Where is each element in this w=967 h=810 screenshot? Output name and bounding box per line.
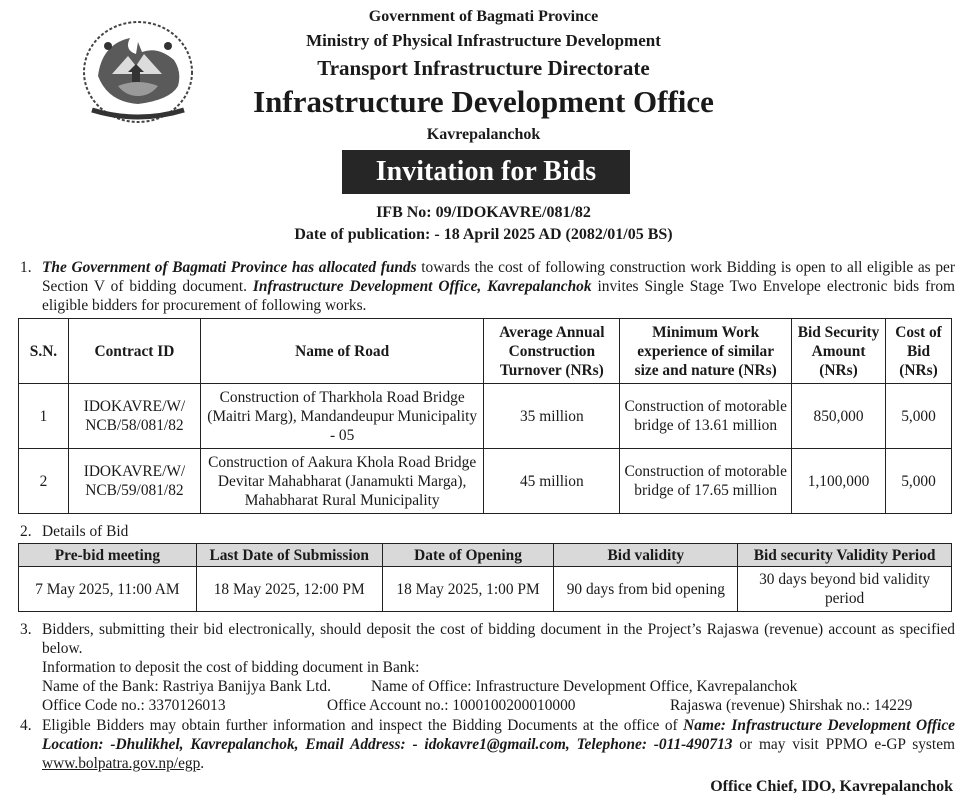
paragraph-text: invites Single Stage Two Envelope electronic bids from eligible bidders for procurement of following works. bbox=[42, 278, 955, 314]
government-title: Government of Bagmati Province bbox=[368, 8, 599, 25]
table-cell: Construction of motorable bridge of 17.65 million bbox=[620, 449, 792, 514]
table-cell: Construction of motorable bridge of 13.61 million bbox=[620, 384, 792, 449]
table-cell: 35 million bbox=[484, 384, 620, 449]
district-title: Kavrepalanchok bbox=[426, 126, 541, 143]
paragraph-number: 3. bbox=[20, 621, 32, 638]
ministry-title: Ministry of Physical Infrastructure Development bbox=[306, 31, 661, 50]
office-title: Infrastructure Development Office bbox=[253, 84, 714, 119]
table-cell: Construction of Tharkhola Road Bridge (Maitri Marg), Mandandeupur Municipality - 05 bbox=[200, 384, 484, 449]
paragraph-text: . bbox=[200, 755, 205, 772]
column-header: Average Annual Construction Turnover (NRs) bbox=[484, 319, 620, 384]
paragraph-text: Eligible Bidders may obtain further information and inspect the Bidding Documents at the office of bbox=[42, 717, 684, 734]
table-row bbox=[19, 567, 952, 612]
column-header: Contract ID bbox=[68, 319, 200, 384]
bank-name: Name of the Bank: Rastriya Banijya Bank Ltd. bbox=[42, 678, 331, 695]
column-header: Bid Security Amount (NRs) bbox=[792, 319, 886, 384]
table-cell: 5,000 bbox=[886, 384, 952, 449]
ifb-number: IFB No: 09/IDOKAVRE/081/82 bbox=[376, 204, 591, 221]
paragraph-number: 2. bbox=[20, 523, 32, 540]
table-cell: IDOKAVRE/W/ NCB/59/081/82 bbox=[68, 449, 200, 514]
table-cell: 1,100,000 bbox=[792, 449, 886, 514]
directorate-title: Transport Infrastructure Directorate bbox=[317, 56, 650, 80]
paragraph-1 bbox=[20, 258, 955, 315]
table-header-row bbox=[19, 544, 952, 567]
column-header: Pre-bid meeting bbox=[19, 544, 197, 567]
table-cell: 7 May 2025, 11:00 AM bbox=[19, 567, 197, 612]
office-name: Name of Office: Infrastructure Development Office, Kavrepalanchok bbox=[371, 678, 798, 695]
paragraph-2 bbox=[20, 522, 955, 541]
table-cell: 30 days beyond bid validity period bbox=[738, 567, 952, 612]
column-header: Date of Opening bbox=[382, 544, 554, 567]
table-cell: IDOKAVRE/W/ NCB/58/081/82 bbox=[68, 384, 200, 449]
paragraph-4 bbox=[20, 716, 955, 773]
column-header: Bid security Validity Period bbox=[738, 544, 952, 567]
paragraph-number: 1. bbox=[20, 259, 32, 276]
table-cell: 45 million bbox=[484, 449, 620, 514]
table-row bbox=[19, 449, 952, 514]
table-cell: Construction of Aakura Khola Road Bridge Devitar Mahabharat (Janamukti Marga), Mahabharat Rural Municipality bbox=[200, 449, 484, 514]
column-header: Cost of Bid (NRs) bbox=[886, 319, 952, 384]
column-header: Name of Road bbox=[200, 319, 484, 384]
table-cell: 18 May 2025, 12:00 PM bbox=[196, 567, 382, 612]
table-row bbox=[19, 384, 952, 449]
table-header-row bbox=[19, 319, 952, 384]
column-header: S.N. bbox=[19, 319, 69, 384]
column-header: Bid validity bbox=[554, 544, 738, 567]
table-cell: 850,000 bbox=[792, 384, 886, 449]
funding-statement: The Government of Bagmati Province has allocated funds bbox=[42, 259, 417, 276]
works-table bbox=[18, 318, 952, 514]
paragraph-text: towards the cost of following construction work Bidding is open to all eligible as per Section V of bidding document. bbox=[42, 259, 955, 295]
table-cell: 18 May 2025, 1:00 PM bbox=[382, 567, 554, 612]
paragraph-3 bbox=[20, 620, 955, 658]
paragraph-text: or may visit PPMO e-GP system bbox=[732, 736, 956, 753]
paragraph-number: 4. bbox=[20, 717, 32, 734]
table-cell: 90 days from bid opening bbox=[554, 567, 738, 612]
egp-link[interactable]: www.bolpatra.gov.np/egp bbox=[42, 755, 201, 772]
column-header: Minimum Work experience of similar size and nature (NRs) bbox=[620, 319, 792, 384]
bid-details-table bbox=[18, 543, 952, 612]
table-cell: 5,000 bbox=[886, 449, 952, 514]
table-cell: 1 bbox=[19, 384, 69, 449]
office-account: Office Account no.: 1000100200010000 bbox=[327, 697, 576, 714]
publication-date: Date of publication: - 18 April 2025 AD (2082/01/05 BS) bbox=[294, 226, 673, 243]
paragraph-text: Details of Bid bbox=[42, 523, 129, 540]
signature: Office Chief, IDO, Kavrepalanchok bbox=[710, 778, 953, 795]
bank-info-heading: Information to deposit the cost of bidding document in Bank: bbox=[42, 659, 420, 676]
revenue-shirshak: Rajaswa (revenue) Shirshak no.: 14229 bbox=[670, 697, 913, 714]
invitation-banner: Invitation for Bids bbox=[342, 150, 630, 194]
column-header: Last Date of Submission bbox=[196, 544, 382, 567]
office-code: Office Code no.: 3370126013 bbox=[42, 697, 226, 714]
office-name-emphasis: Infrastructure Development Office, Kavrepalanchok bbox=[252, 278, 592, 295]
paragraph-text: Bidders, submitting their bid electronically, should deposit the cost of bidding document in the Project’s Rajaswa (revenue) account as specified below. bbox=[42, 621, 955, 657]
office-contact-details: Name: Infrastructure Development Office Location: -Dhulikhel, Kavrepalanchok, Email Address: - idokavre1@gmail.com, Telephone: -011-490713 bbox=[42, 717, 955, 753]
table-cell: 2 bbox=[19, 449, 69, 514]
